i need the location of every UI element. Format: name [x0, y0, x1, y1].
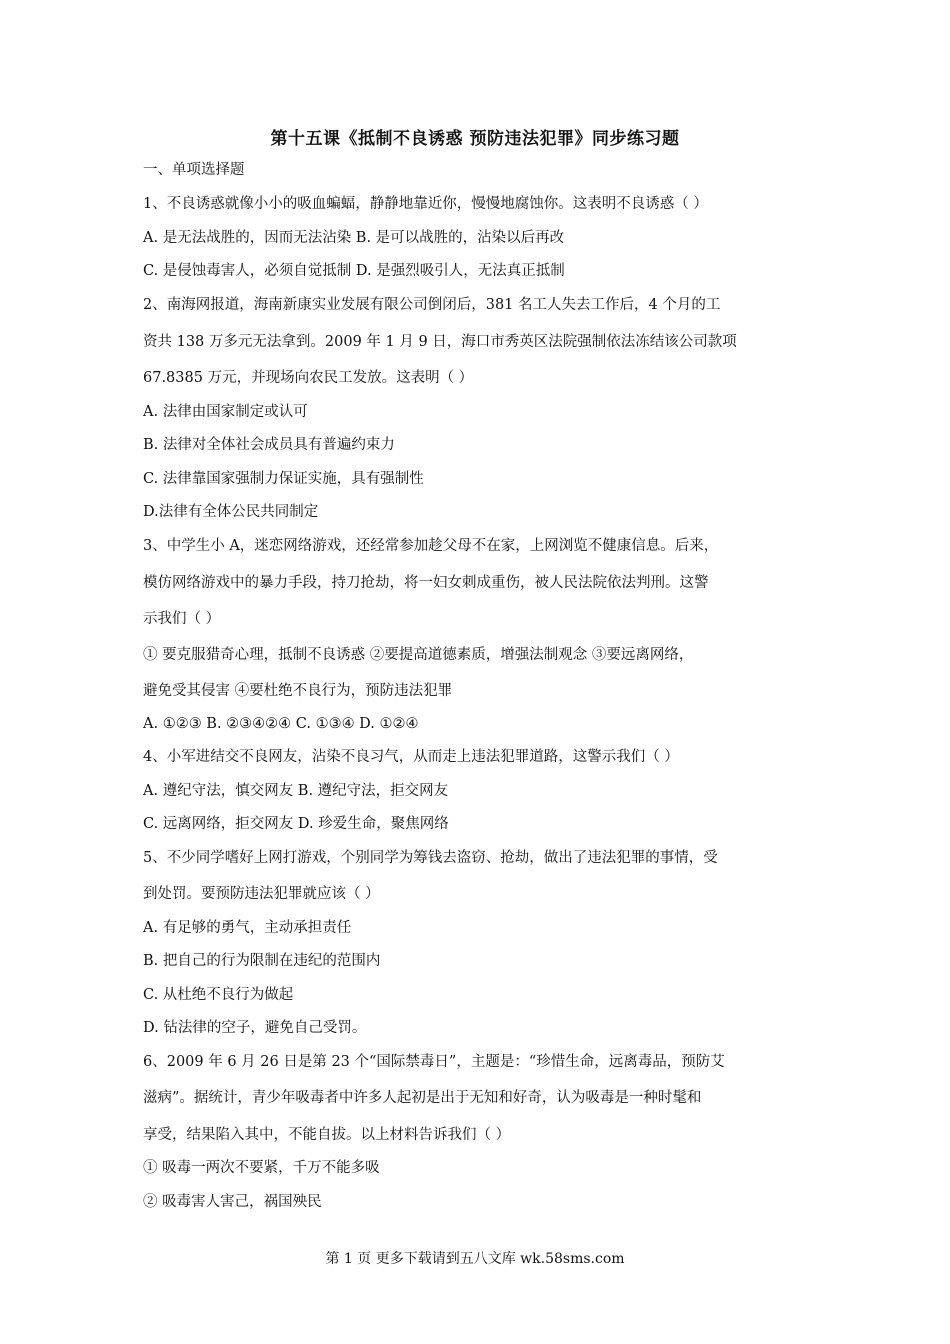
question-2-option-b: B. 法律对全体社会成员具有普遍约束力 [143, 437, 395, 453]
question-1-options-ab: A. 是无法战胜的，因而无法沾染 B. 是可以战胜的，沾染以后再改 [143, 230, 565, 246]
document-title: 第十五课《抵制不良诱惑 预防违法犯罪》同步练习题 [270, 129, 680, 149]
question-5-option-c: C. 从杜绝不良行为做起 [143, 987, 294, 1003]
question-5-stem-line-2: 到处罚。要预防违法犯罪就应该（ ） [143, 886, 380, 902]
question-3-statements-line-1: ① 要克服猎奇心理，抵制不良诱惑 ②要提高道德素质，增强法制观念 ③要远离网络， [143, 647, 694, 663]
question-5-option-b: B. 把自己的行为限制在违纪的范围内 [143, 953, 381, 969]
question-2-option-c: C. 法律靠国家强制力保证实施，具有强制性 [143, 471, 424, 487]
section-heading: 一、单项选择题 [143, 162, 245, 178]
question-1-stem: 1、不良诱惑就像小小的吸血蝙蝠，静静地靠近你，慢慢地腐蚀你。这表明不良诱惑（ ） [143, 196, 708, 212]
page-footer: 第 1 页 更多下载请到五八文库 wk.58sms.com [325, 1251, 625, 1267]
question-3-stem-line-1: 3、中学生小 A，迷恋网络游戏，还经常参加趁父母不在家，上网浏览不健康信息。后来， [143, 538, 719, 554]
question-3-stem-line-2: 模仿网络游戏中的暴力手段，持刀抢劫，将一妇女刺成重伤，被人民法院依法判刑。这警 [143, 575, 709, 591]
question-2-option-a: A. 法律由国家制定或认可 [143, 404, 308, 420]
question-6-stem-line-1: 6、2009 年 6 月 26 日是第 23 个“国际禁毒日”，主题是：“珍惜生命，远离毒品，预防艾 [143, 1054, 725, 1070]
question-1-options-cd: C. 是侵蚀毒害人，必须自觉抵制 D. 是强烈吸引人，无法真正抵制 [143, 263, 565, 279]
question-2-stem-line-3: 67.8385 万元，并现场向农民工发放。这表明（ ） [143, 370, 474, 386]
question-5-stem-line-1: 5、不少同学嗜好上网打游戏，个别同学为筹钱去盗窃、抢劫，做出了违法犯罪的事情，受 [143, 850, 718, 866]
question-6-stem-line-3: 享受，结果陷入其中，不能自拔。以上材料告诉我们（ ） [143, 1127, 511, 1143]
question-2-option-d: D.法律有全体公民共同制定 [143, 504, 319, 520]
question-2-stem-line-1: 2、南海网报道，海南新康实业发展有限公司倒闭后，381 名工人失去工作后，4 个月的工 [143, 297, 721, 313]
question-4-options-ab: A. 遵纪守法，慎交网友 B. 遵纪守法，拒交网友 [143, 783, 449, 799]
question-6-statement-1: ① 吸毒一两次不要紧，千万不能多吸 [143, 1160, 380, 1176]
question-6-statement-2: ② 吸毒害人害己，祸国殃民 [143, 1194, 322, 1210]
question-4-stem: 4、小军进结交不良网友，沾染不良习气，从而走上违法犯罪道路，这警示我们（ ） [143, 749, 679, 765]
question-4-options-cd: C. 远离网络，拒交网友 D. 珍爱生命，聚焦网络 [143, 816, 449, 832]
question-3-statements-line-2: 避免受其侵害 ④要杜绝不良行为，预防违法犯罪 [143, 683, 453, 699]
question-2-stem-line-2: 资共 138 万多元无法拿到。2009 年 1 月 9 日，海口市秀英区法院强制依法冻结该公司款项 [143, 334, 737, 350]
question-3-stem-line-3: 示我们（ ） [143, 611, 221, 627]
question-5-option-a: A. 有足够的勇气，主动承担责任 [143, 920, 352, 936]
question-3-options: A. ①②③ B. ②③④②④ C. ①③④ D. ①②④ [143, 716, 419, 732]
question-6-stem-line-2: 滋病”。据统计，青少年吸毒者中许多人起初是出于无知和好奇，认为吸毒是一种时髦和 [143, 1090, 702, 1106]
question-5-option-d: D. 钻法律的空子，避免自己受罚。 [143, 1020, 367, 1036]
